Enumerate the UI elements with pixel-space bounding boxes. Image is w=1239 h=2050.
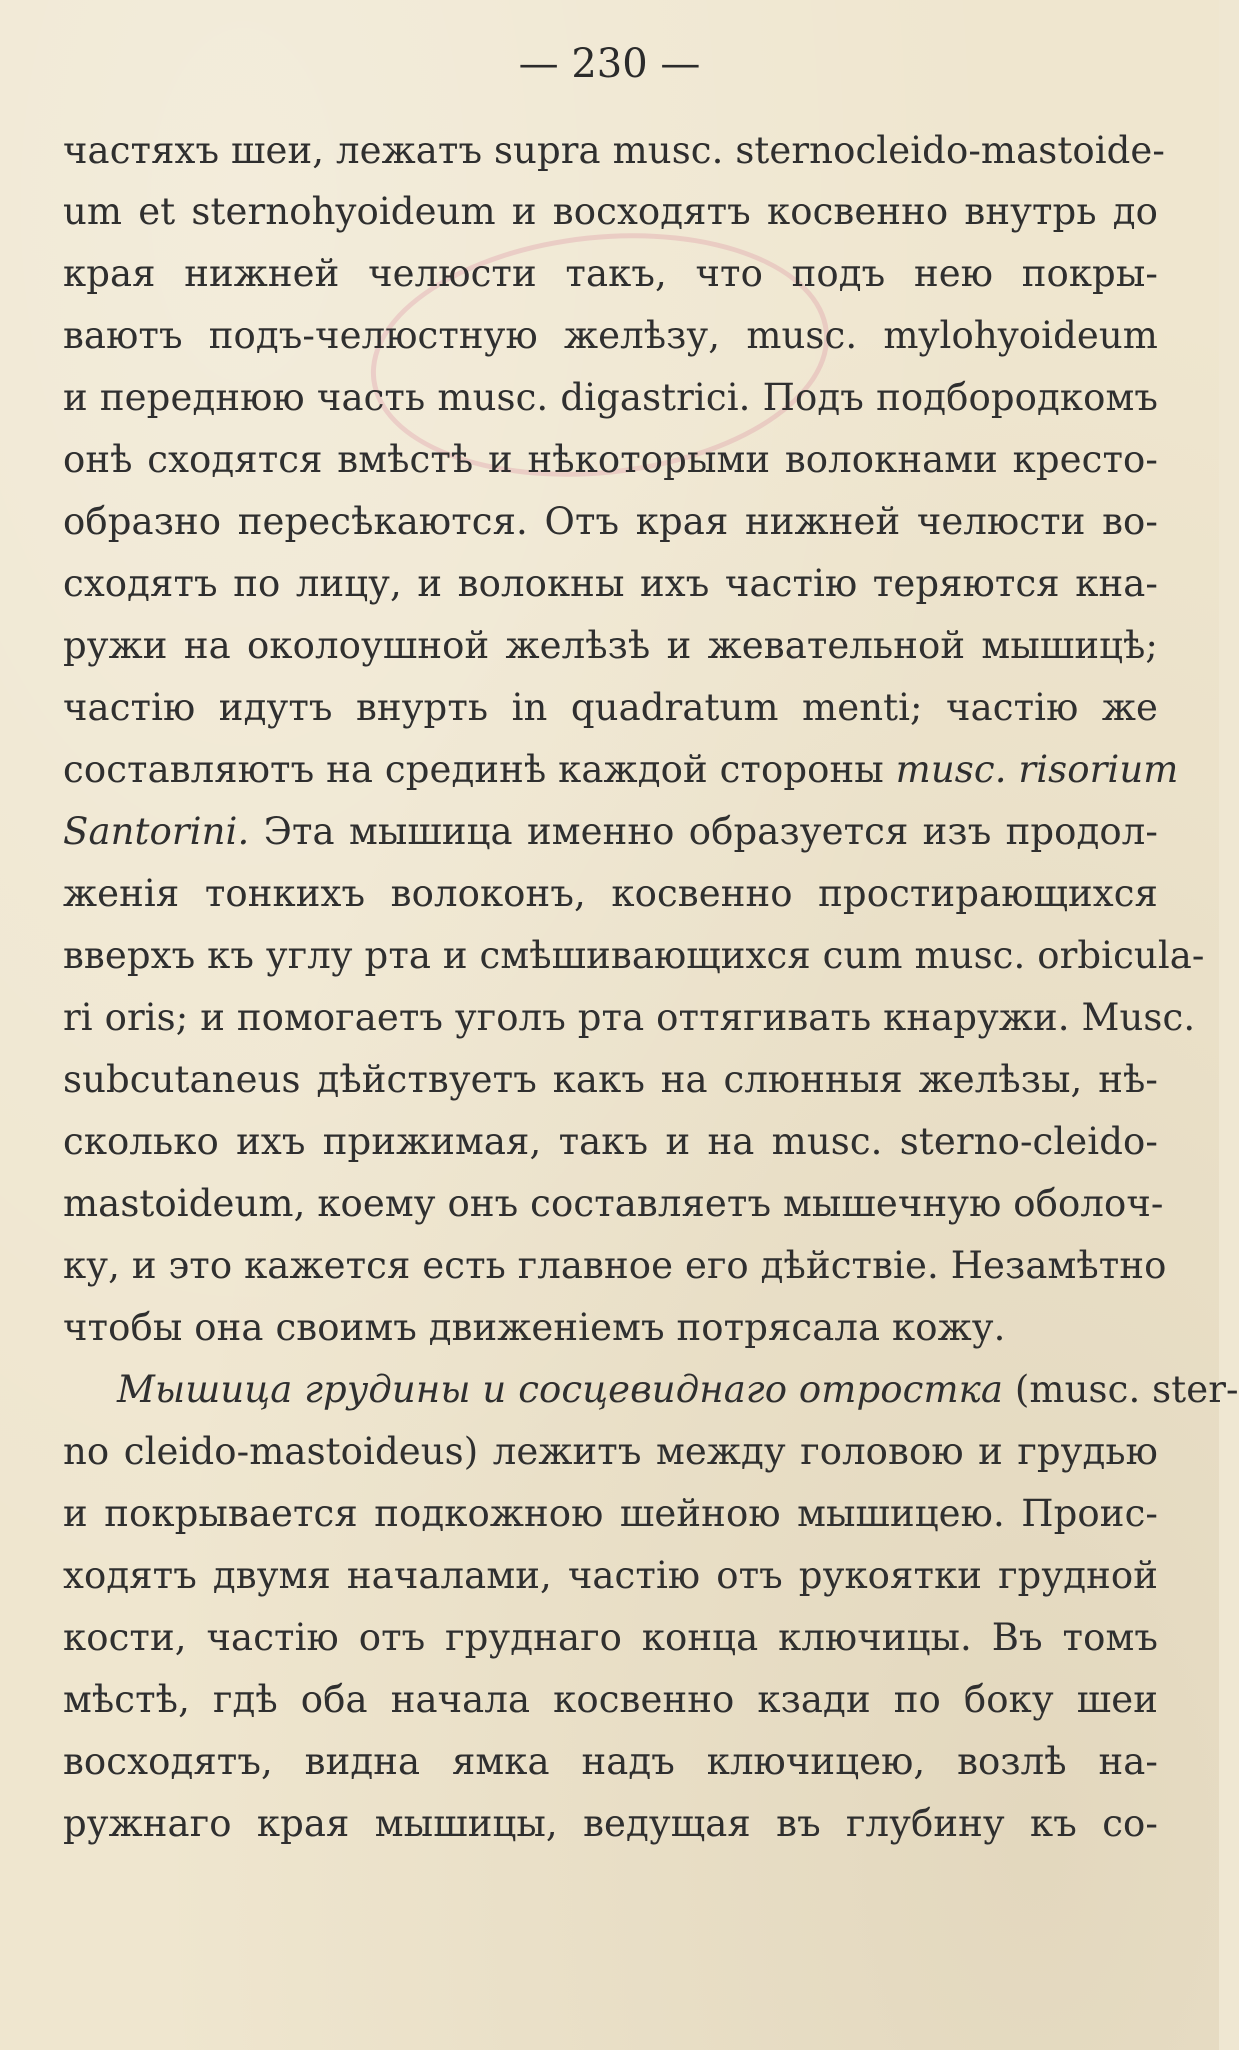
text-line-24: ходятъ двумя началами, частію отъ рукоятки грудной (63, 1554, 1158, 1597)
italic-term-risorium: musc. risorium (895, 748, 1179, 791)
text-line-11 (63, 746, 1179, 794)
text-line-16: subcutaneus дѣйствуетъ какъ на слюнныя желѣзы, нѣ- (63, 1058, 1158, 1101)
text-line-17: сколько ихъ прижимая, такъ и на musc. sterno-cleido- (63, 1120, 1158, 1163)
text-line-4: ваютъ подъ-челюстную желѣзу, musc. mylohyoideum (63, 314, 1158, 357)
text-line-13: женія тонкихъ волоконъ, косвенно простирающихся (63, 872, 1158, 915)
text-line-2: um et sternohyoideum и восходятъ косвенно внутрь до (63, 190, 1158, 233)
text-line-27: восходятъ, видна ямка надъ ключицею, возлѣ на- (63, 1740, 1158, 1783)
text-line-28: ружнаго края мышицы, ведущая въ глубину къ со- (63, 1802, 1158, 1845)
text-line-12-regular: Эта мышица именно образуется изъ продол- (249, 810, 1158, 853)
text-line-11-regular: составляютъ на срединѣ каждой стороны (63, 748, 896, 791)
text-line-23: и покрывается подкожною шейною мышицею. Проис- (63, 1492, 1158, 1535)
page-number: — 230 — (518, 41, 701, 87)
text-line-18: mastoideum, коему онъ составляетъ мышечную оболоч- (63, 1182, 1164, 1225)
text-line-6: онѣ сходятся вмѣстѣ и нѣкоторыми волокнами кресто- (63, 438, 1158, 481)
text-line-9: ружи на околоушной желѣзѣ и жевательной мышицѣ; (63, 624, 1158, 667)
text-line-10: частію идутъ внурть in quadratum menti; частію же (63, 686, 1158, 729)
text-line-8: сходятъ по лицу, и волокны ихъ частію теряются кна- (63, 562, 1158, 605)
text-line-20: чтобы она своимъ движеніемъ потрясала кожу. (63, 1306, 1006, 1349)
text-line-21-regular: (musc. ster- (1003, 1368, 1239, 1411)
text-line-19: ку, и это кажется есть главное его дѣйствіе. Незамѣтно (63, 1244, 1167, 1287)
text-line-14: вверхъ къ углу рта и смѣшивающихся cum musc. orbicula- (63, 934, 1205, 977)
text-line-3: края нижней челюсти такъ, что подъ нею покры- (63, 252, 1158, 295)
text-line-25: кости, частію отъ груднаго конца ключицы. Въ томъ (63, 1616, 1158, 1659)
text-line-22: no cleido-mastoideus) лежитъ между головою и грудью (63, 1430, 1158, 1473)
text-line-12 (63, 808, 1158, 856)
text-line-1: частяхъ шеи, лежатъ supra musc. sternocleido-mastoide- (63, 129, 1166, 172)
italic-term-santorini: Santorini. (63, 810, 250, 853)
text-line-7: образно пересѣкаются. Отъ края нижней челюсти во- (63, 500, 1158, 543)
text-line-5: и переднюю часть musc. digastrici. Подъ подбородкомъ (63, 376, 1158, 419)
text-line-26: мѣстѣ, гдѣ оба начала косвенно кзади по боку шеи (63, 1678, 1158, 1721)
text-line-15: ri oris; и помогаетъ уголъ рта оттягивать кнаружи. Musc. (63, 996, 1196, 1039)
text-line-21 (117, 1366, 1239, 1414)
section-heading-italic: Мышица грудины и сосцевиднаго отростка (117, 1368, 1004, 1411)
